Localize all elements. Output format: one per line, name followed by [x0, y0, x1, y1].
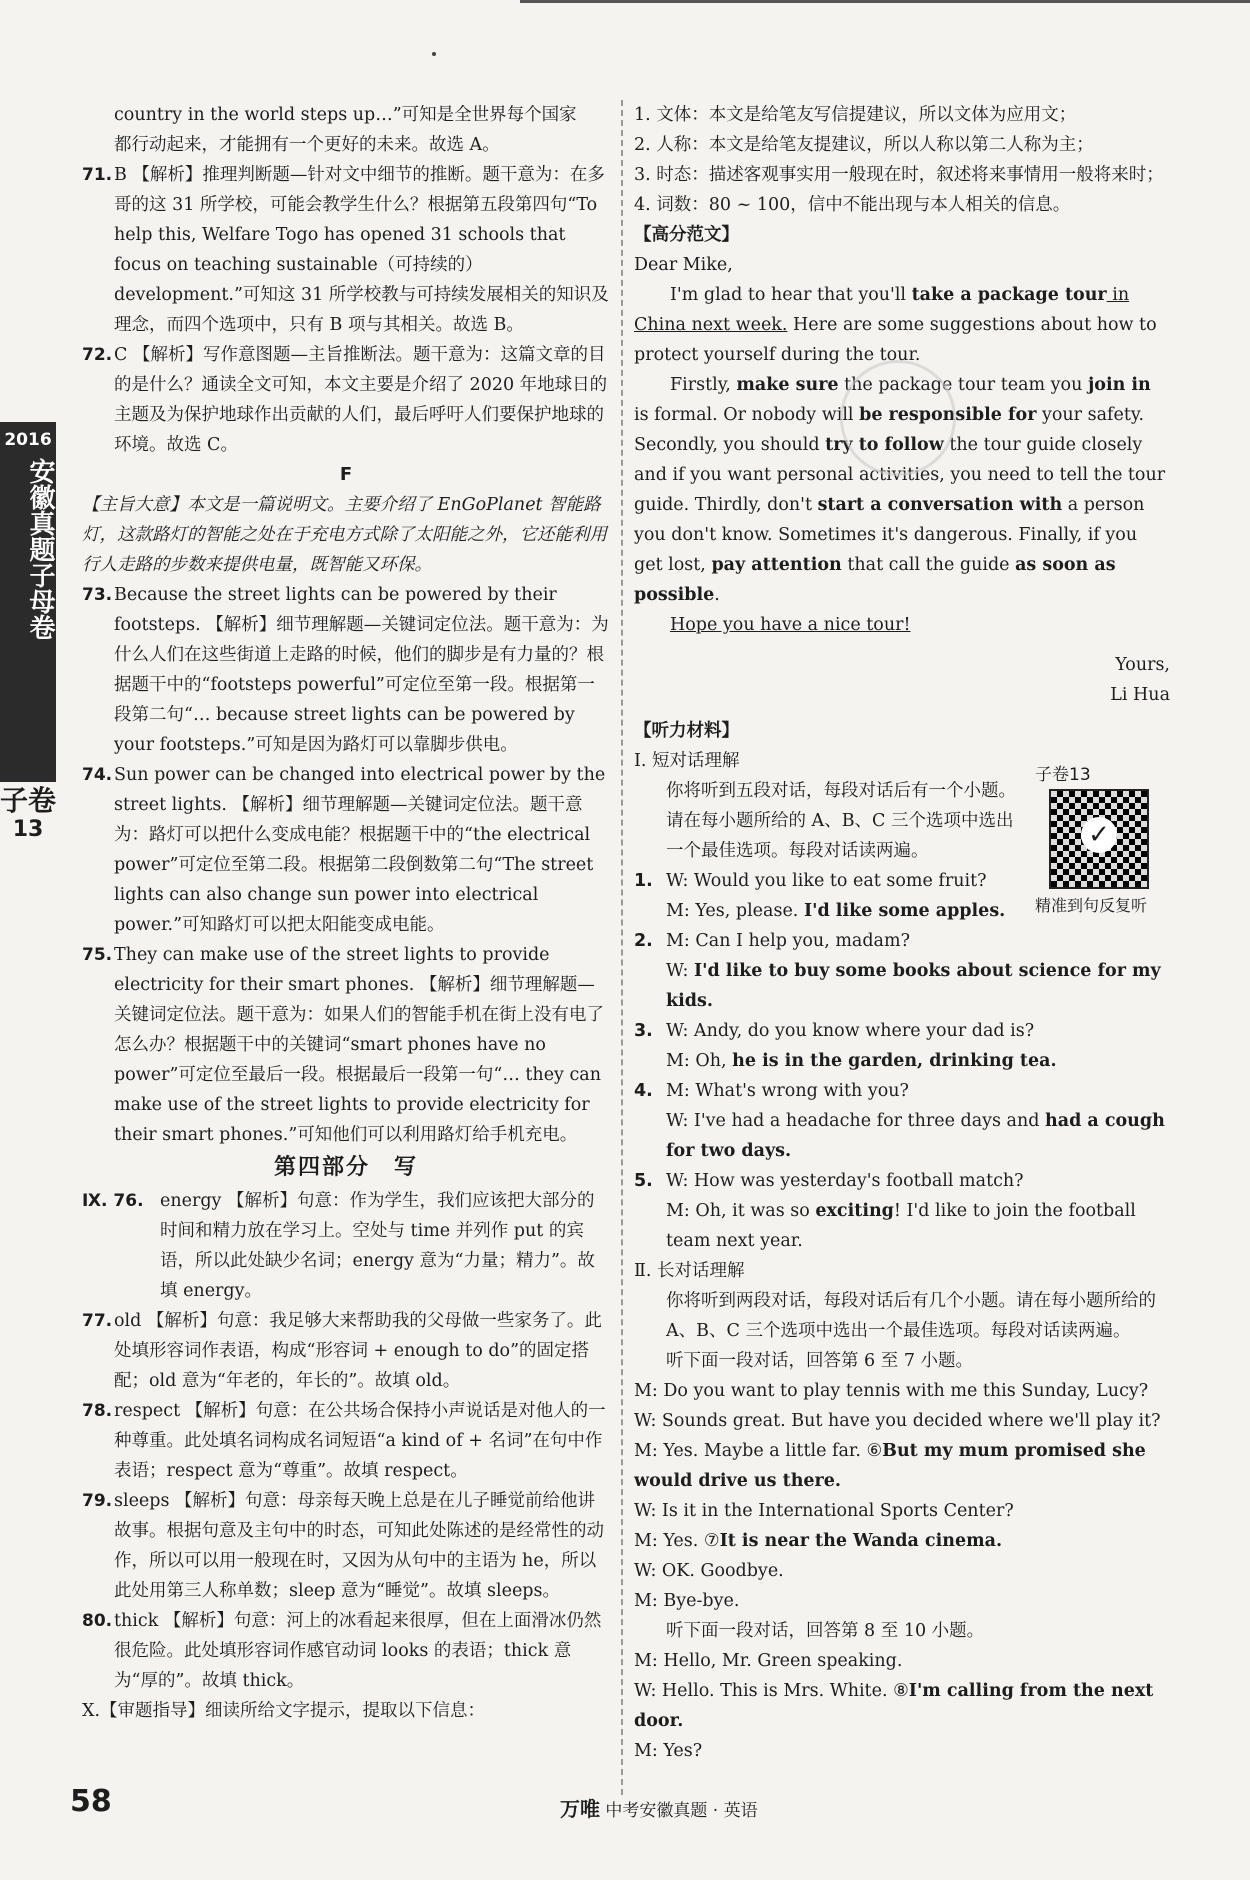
dialogue-3: [634, 1016, 1170, 1076]
essay-text: the tour guide closely and if you want personal activities, you need to tell the tour guide. Thirdly, don't: [634, 435, 1166, 515]
answer-number: 77.: [82, 1311, 113, 1331]
answer-text: B 【解析】推理判断题—针对文中细节的推断。题干意为：在多哥的这 31 所学校，可能会教学生什么？根据第五段第四句“To help this, Welfare Togo has opened 31 schools that focus on teaching sustainable（可持续的）development.”可知这 31 所学校教与可持续发展相关的知识及理念，而四个选项中，只有 B 项与其相关。故选 B。: [114, 165, 609, 335]
essay-text: Here are some suggestions about how to protect yourself during the tour.: [634, 315, 1157, 365]
essay-text: the package tour team you: [838, 375, 1088, 395]
part1-title: Ⅰ. 短对话理解: [634, 751, 740, 771]
dialogue-key: I'd like to buy some books about science for my kids.: [666, 961, 1161, 1011]
dialogue-text: W: Hello. This is Mrs. White. ⑧: [634, 1681, 909, 1701]
essay-text: your safety. Secondly, you should: [634, 405, 1145, 455]
side-sub-number: 13: [12, 817, 44, 842]
answer-text: Because the street lights can be powered by their footsteps. 【解析】细节理解题—关键词定位法。题干意为：为什么人们在这些街道上走路的时候，他们的脚步是有力量的？根据题干中的“footsteps powerful”可定位至第一段。根据第一段第二句“… because street lights can be powered by your footsteps.”可知是因为路灯可以靠脚步供电。: [114, 585, 609, 755]
dialogue-line: [666, 956, 1170, 1016]
scan-dot: [432, 52, 436, 56]
part2-title: Ⅱ. 长对话理解: [634, 1261, 745, 1281]
part-four-title: 第四部分 写: [273, 1155, 418, 1180]
answer-73: [82, 580, 610, 760]
answer-number: 73.: [82, 585, 113, 605]
essay-text: that call the guide: [841, 555, 1016, 575]
dialogue-number: 1.: [634, 871, 653, 891]
essay-text: .: [714, 585, 720, 605]
answer-71: [82, 160, 610, 340]
main-idea: 【主旨大意】本文是一篇说明文。主要介绍了 EnGoPlanet 智能路灯，这款路灯的智能之处在于充电方式除了太阳能之外，它还能利用行人走路的步数来提供电量，既智能又环保。: [82, 495, 607, 575]
dialogue-text: M: Oh,: [666, 1051, 733, 1071]
answer-number: Ⅸ. 76.: [82, 1191, 144, 1211]
answer-number: 71.: [82, 165, 113, 185]
answer-74: [82, 760, 610, 940]
key-phrase: try to follow: [825, 435, 944, 455]
dialogue-line: W: Is it in the International Sports Center?: [634, 1501, 1014, 1521]
answer-76: [82, 1186, 610, 1306]
dialogue-line: W: Would you like to eat some fruit?: [666, 871, 987, 891]
brand-logo: 万唯: [560, 1797, 600, 1821]
key-phrase: take a package tour: [911, 285, 1107, 305]
dialogue-text: M: Yes. ⑦: [634, 1531, 720, 1551]
part2-intro: 你将听到两段对话，每段对话后有几个小题。请在每小题所给的 A、B、C 三个选项中选出一个最佳选项。每段对话读两遍。: [666, 1291, 1156, 1341]
section-letter: F: [339, 464, 353, 485]
key-phrase: as soon as possible: [634, 555, 1116, 605]
essay-text: I'm glad to hear that you'll: [670, 285, 912, 305]
side-sub-label: 子卷: [0, 784, 57, 817]
guide-point: 4. 词数：80 ~ 100，信中不能出现与本人相关的信息。: [634, 195, 1071, 215]
answer-text: thick 【解析】句意：河上的冰看起来很厚，但在上面滑冰仍然很危险。此处填形容词作感官动词 looks 的表语；thick 意为“厚的”。故填 thick。: [114, 1611, 602, 1691]
dialogue-line: W: How was yesterday's football match?: [666, 1171, 1024, 1191]
answer-80: [82, 1606, 610, 1696]
dialogue-key: I'd like some apples.: [803, 901, 1006, 921]
side-subtab: [0, 785, 56, 842]
key-phrase: make sure: [736, 375, 839, 395]
page-number: 58: [70, 1784, 112, 1819]
model-essay-title: 【高分范文】: [634, 225, 739, 245]
key-phrase: be responsible for: [859, 405, 1037, 425]
essay-text: a person you don't know. Sometimes it's dangerous. Finally, if you get lost,: [634, 495, 1145, 575]
writing-guide: Ⅹ.【审题指导】细读所给文字提示，提取以下信息：: [82, 1701, 486, 1721]
dialogue-line: W: Sounds great. But have you decided where we'll play it?: [634, 1411, 1161, 1431]
key-phrase: start a conversation with: [817, 495, 1063, 515]
dialogue-line: M: Hello, Mr. Green speaking.: [634, 1651, 903, 1671]
answer-number: 72.: [82, 345, 113, 365]
model-essay: [634, 250, 1170, 710]
dialogue-line: M: Can I help you, madam?: [666, 931, 910, 951]
answer-number: 74.: [82, 765, 113, 785]
key-phrase: join in: [1087, 375, 1151, 395]
salutation: Dear Mike,: [634, 255, 733, 275]
dialogue-line: M: What's wrong with you?: [666, 1081, 909, 1101]
column-divider: [621, 100, 623, 1795]
answer-text: Sun power can be changed into electrical power by the street lights. 【解析】细节理解题—关键词定位法。题干意为：路灯可以把什么变成电能？根据题干中的“the electrical power”可定位至第二段。根据第二段倒数第二句“The street lights can also change sun power into electrical power.”可知路灯可以把太阳能变成电能。: [114, 765, 606, 935]
guide-point: 2. 人称：本文是给笔友提建议，所以人称以第二人称为主；: [634, 135, 1094, 155]
dialogue-2: [634, 926, 1170, 1016]
qr-caption: 精准到句反复听: [1035, 896, 1148, 915]
dialogue-line: M: Bye-bye.: [634, 1591, 740, 1611]
dialogue-text: M: Yes, please.: [666, 901, 804, 921]
answer-text: energy 【解析】句意：作为学生，我们应该把大部分的时间和精力放在学习上。空处与 time 并列作 put 的宾语，所以此处缺少名词；energy 意为“力量；精力”。故填 energy。: [160, 1191, 595, 1301]
dialogue-key: I'm calling from the next door.: [634, 1681, 1154, 1731]
qr-label: 子卷13: [1035, 765, 1091, 785]
dialogue-key: exciting: [815, 1201, 894, 1221]
dialogue-key: It is near the Wanda cinema.: [719, 1531, 1003, 1551]
continued-line: 都行动起来，才能拥有一个更好的未来。故选 A。: [114, 135, 500, 155]
right-column: [634, 100, 1170, 1766]
answer-number: 79.: [82, 1491, 113, 1511]
answer-text: sleeps 【解析】句意：母亲每天晚上总是在儿子睡觉前给他讲故事。根据句意及主句中的时态，可知此处陈述的是经常性的动作，所以可以用一般现在时，又因为从句中的主语为 he，所以此处用第三人称单数；sleep 意为“睡觉”。故填 sleeps。: [114, 1491, 604, 1601]
dialogue-text: W: I've had a headache for three days and: [666, 1111, 1046, 1131]
dialogue-line: W: OK. Goodbye.: [634, 1561, 784, 1581]
answer-77: [82, 1306, 610, 1396]
answer-text: respect 【解析】句意：在公共场合保持小声说话是对他人的一种尊重。此处填名词构成名词短语“a kind of + 名词”在句中作表语；respect 意为“尊重”。故填 respect。: [114, 1401, 606, 1481]
answer-text: C 【解析】写作意图题—主旨推断法。题干意为：这篇文章的目的是什么？通读全文可知，本文主要是介绍了 2020 年地球日的主题及为保护地球作出贡献的人们，最后呼吁人们要保护地球的环境。故选 C。: [114, 345, 608, 455]
dialogue-line: [634, 1676, 1170, 1736]
dialogue-text: ! I'd like to join the football team next year.: [666, 1201, 1136, 1251]
answer-number: 78.: [82, 1401, 113, 1421]
dialogue-line: M: Do you want to play tennis with me this Sunday, Lucy?: [634, 1381, 1149, 1401]
dialogue-number: 2.: [634, 931, 653, 951]
essay-text: is formal. Or nobody will: [634, 405, 860, 425]
dialogue-line: [666, 1196, 1170, 1256]
dialogue-number: 3.: [634, 1021, 653, 1041]
dialogue-4: [634, 1076, 1170, 1166]
dialogue-number: 4.: [634, 1081, 653, 1101]
qr-code-icon[interactable]: [1049, 789, 1149, 889]
left-column: [82, 100, 610, 1726]
dialogue-line: M: Yes?: [634, 1741, 703, 1761]
dialogue-key: had a cough for two days.: [666, 1111, 1165, 1161]
top-rule: [520, 0, 1250, 3]
dialogue-line: [634, 1526, 1170, 1556]
answer-79: [82, 1486, 610, 1606]
answer-number: 75.: [82, 945, 113, 965]
guide-point: 3. 时态：描述客观事实用一般现在时，叙述将来事情用一般将来时；: [634, 165, 1164, 185]
answer-78: [82, 1396, 610, 1486]
letter-signature: Li Hua: [1110, 685, 1170, 705]
side-year: 2016: [4, 430, 52, 450]
dialogue-text: M: Yes. Maybe a little far. ⑥: [634, 1441, 883, 1461]
essay-closing-line: Hope you have a nice tour!: [670, 615, 911, 635]
footer-title: 中考安徽真题 · 英语: [605, 1801, 758, 1821]
letter-closing: Yours,: [1115, 655, 1170, 675]
dialogue-5: [634, 1166, 1170, 1256]
dialogue-key: But my mum promised she would drive us there.: [634, 1441, 1146, 1491]
dialogue-text: M: Oh, it was so: [666, 1201, 816, 1221]
dialogue-line: [666, 1106, 1170, 1166]
answer-text: old 【解析】句意：我足够大来帮助我的父母做一些家务了。此处填形容词作表语，构成“形容词 + enough to do”的固定搭配；old 意为“年老的，年长的”。故填 old。: [114, 1311, 602, 1391]
side-tab: [0, 422, 56, 782]
dialogue-key: he is in the garden, drinking tea.: [732, 1051, 1057, 1071]
listening-title: 【听力材料】: [634, 721, 739, 741]
underlined-text: in China next week.: [634, 285, 1130, 335]
answer-number: 80.: [82, 1611, 113, 1631]
side-title: 安徽真题子母卷: [25, 458, 55, 640]
essay-text: Firstly,: [670, 375, 737, 395]
guide-point: 1. 文体：本文是给笔友写信提建议，所以文体为应用文；: [634, 105, 1077, 125]
dialogue-number: 5.: [634, 1171, 653, 1191]
part1-intro: 你将听到五段对话，每段对话后有一个小题。请在每小题所给的 A、B、C 三个选项中选出一个最佳选项。每段对话读两遍。: [666, 781, 1016, 861]
conversation-intro: 听下面一段对话，回答第 6 至 7 小题。: [666, 1351, 974, 1371]
essay-paragraph: [634, 280, 1170, 370]
dialogue-line: W: Andy, do you know where your dad is?: [666, 1021, 1035, 1041]
check-icon: ✓: [1081, 817, 1117, 853]
continued-line: country in the world steps up…”可知是全世界每个国家: [114, 105, 577, 125]
dialogue-line: [666, 1046, 1170, 1076]
answer-75: [82, 940, 610, 1150]
qr-block: [1035, 760, 1160, 916]
conversation-intro: 听下面一段对话，回答第 8 至 10 小题。: [666, 1621, 985, 1641]
key-phrase: pay attention: [711, 555, 842, 575]
dialogue-line: [634, 1436, 1170, 1496]
dialogue-text: W:: [666, 961, 694, 981]
footer-brand: [560, 1793, 758, 1822]
answer-72: [82, 340, 610, 460]
answer-text: They can make use of the street lights to provide electricity for their smart phones. 【解析】细节理解题—关键词定位法。题干意为：如果人们的智能手机在街上没有电了怎么办？根据题干中的关键词“smart phones have no power”可定位至最后一段。根据最后一段第一句“… they can make use of the street lights to provide electricity for their smart phones.”可知他们可以利用路灯给手机充电。: [114, 945, 604, 1145]
